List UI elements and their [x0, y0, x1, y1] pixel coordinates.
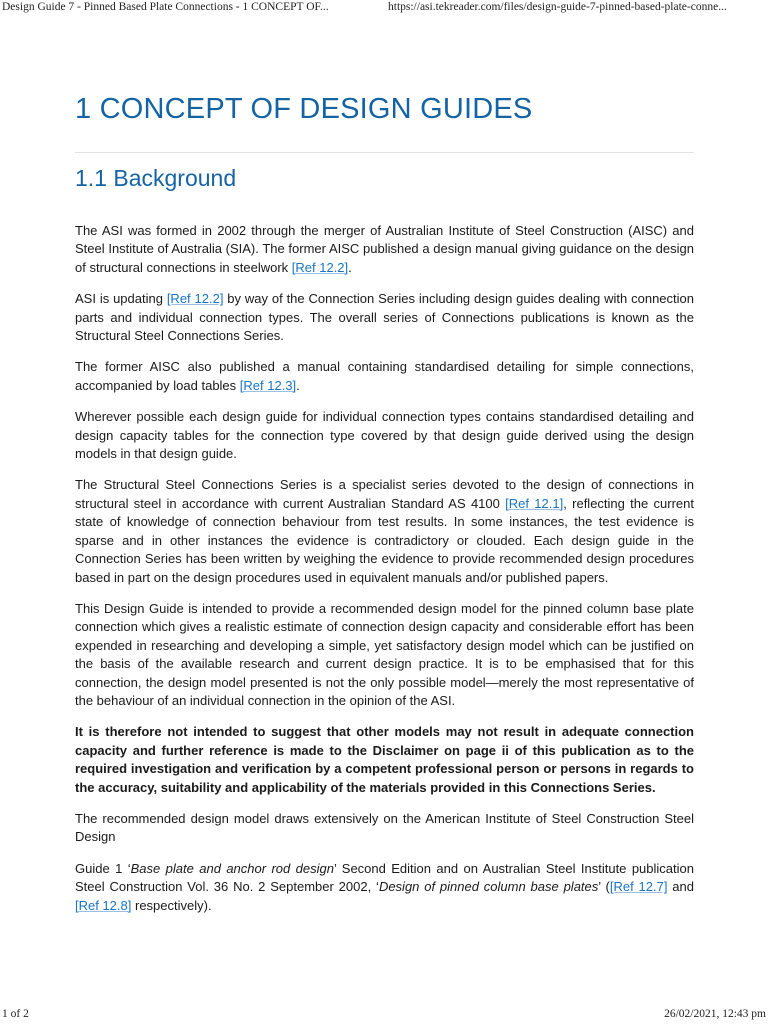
paragraph-8: The recommended design model draws extensively on the American Institute of Steel Construction Steel Design — [75, 810, 694, 845]
article-body — [75, 222, 694, 928]
paragraph-3 — [75, 358, 694, 395]
paragraph-7-emphasis: It is therefore not intended to suggest that other models may not result in adequate connection capacity and further reference is made to the Disclaimer on page ii of this publication as to the required investigation and verification by a competent professional person or persons in regards to the accuracy, suitability and applicability of the materials provided in this Connections Series. — [75, 724, 694, 795]
print-datetime: 26/02/2021, 12:43 pm — [664, 1008, 766, 1020]
paragraph-text: ’ ( — [598, 879, 610, 895]
paragraph-tail: by way of the Connection Series including design guides dealing with connection parts and individual connection types. The overall series of Connections publications is known as the Structural Steel Connections Series. — [75, 291, 695, 344]
print-footer — [0, 1008, 768, 1024]
paragraph-1 — [75, 222, 694, 277]
publication-title: Design of pinned column base plates — [378, 879, 599, 895]
publication-title: Base plate and anchor rod design — [130, 860, 334, 876]
paragraph-4: Wherever possible each design guide for individual connection types contains standardised detailing and design capacity tables for the connection type covered by that design guide derived using the design models in that design guide. — [75, 409, 694, 462]
reference-link-12-2[interactable]: [Ref 12.2] — [166, 291, 224, 307]
page-number: 1 of 2 — [2, 1008, 29, 1020]
paragraph-text: and — [667, 879, 694, 895]
paragraph-text: The Structural Steel Connections Series is a specialist series devoted to the design of connections in structural steel in accordance with current Australian Standard AS 4100 — [75, 477, 694, 511]
reference-link-12-8[interactable]: [Ref 12.8] — [75, 897, 132, 913]
paragraph-2 — [75, 290, 694, 345]
reference-link-12-2[interactable]: [Ref 12.2] — [291, 259, 349, 275]
print-header-url: https://asi.tekreader.com/files/design-guide-7-pinned-based-plate-conne... — [388, 1, 727, 13]
paragraph-9 — [75, 860, 694, 915]
paragraph-text: Guide 1 ‘ — [75, 860, 131, 876]
paragraph-5 — [75, 476, 694, 586]
paragraph-text: ’ Second Edition and on Australian Steel Institute publication Steel Construction Vol. 36 No. 2 September 2002, ‘ — [75, 860, 694, 895]
reference-link-12-1[interactable]: [Ref 12.1] — [505, 495, 564, 511]
paragraph-text: respectively). — [131, 897, 212, 913]
reference-link-12-3[interactable]: [Ref 12.3] — [239, 377, 297, 393]
paragraph-text: The ASI was formed in 2002 through the merger of Australian Institute of Steel Construction (AISC) and Steel Institute of Australia (SIA). The former AISC published a design manual giving guidance on the design of structural connections in steelwork — [75, 223, 694, 275]
paragraph-tail: , reflecting the current state of knowledge of connection behaviour from test results. In some instances, the test evidence is sparse and in other instances the evidence is contradictory or clouded. Each design guide in the Connection Series has been written by weighing the evidence to provide recommended design procedures based in part on the design procedures used in equivalent manuals and/or published papers. — [75, 495, 695, 585]
paragraph-text: The former AISC also published a manual containing standardised detailing for simple connections, accompanied by load tables — [75, 359, 694, 393]
reference-link-12-7[interactable]: [Ref 12.7] — [609, 879, 668, 895]
section-heading: 1.1 Background — [75, 165, 237, 191]
paragraph-6: This Design Guide is intended to provide a recommended design model for the pinned column base plate connection which gives a realistic estimate of connection design capacity and considerable effort has been expended in researching and developing a simple, yet satisfactory design model which can be justified on the basis of the available research and current design practice. It is to be emphasised that for this connection, the design model presented is not the only possible model—merely the most representative of the behaviour of an individual connection in the opinion of the ASI. — [75, 600, 694, 708]
print-header-title: Design Guide 7 - Pinned Based Plate Connections - 1 CONCEPT OF... — [2, 1, 329, 13]
page-title: 1 CONCEPT OF DESIGN GUIDES — [75, 93, 533, 125]
paragraph-tail: . — [348, 259, 352, 275]
paragraph-text: ASI is updating — [75, 291, 167, 307]
print-header — [0, 0, 768, 16]
heading-divider — [75, 152, 694, 153]
paragraph-tail: . — [296, 377, 300, 393]
